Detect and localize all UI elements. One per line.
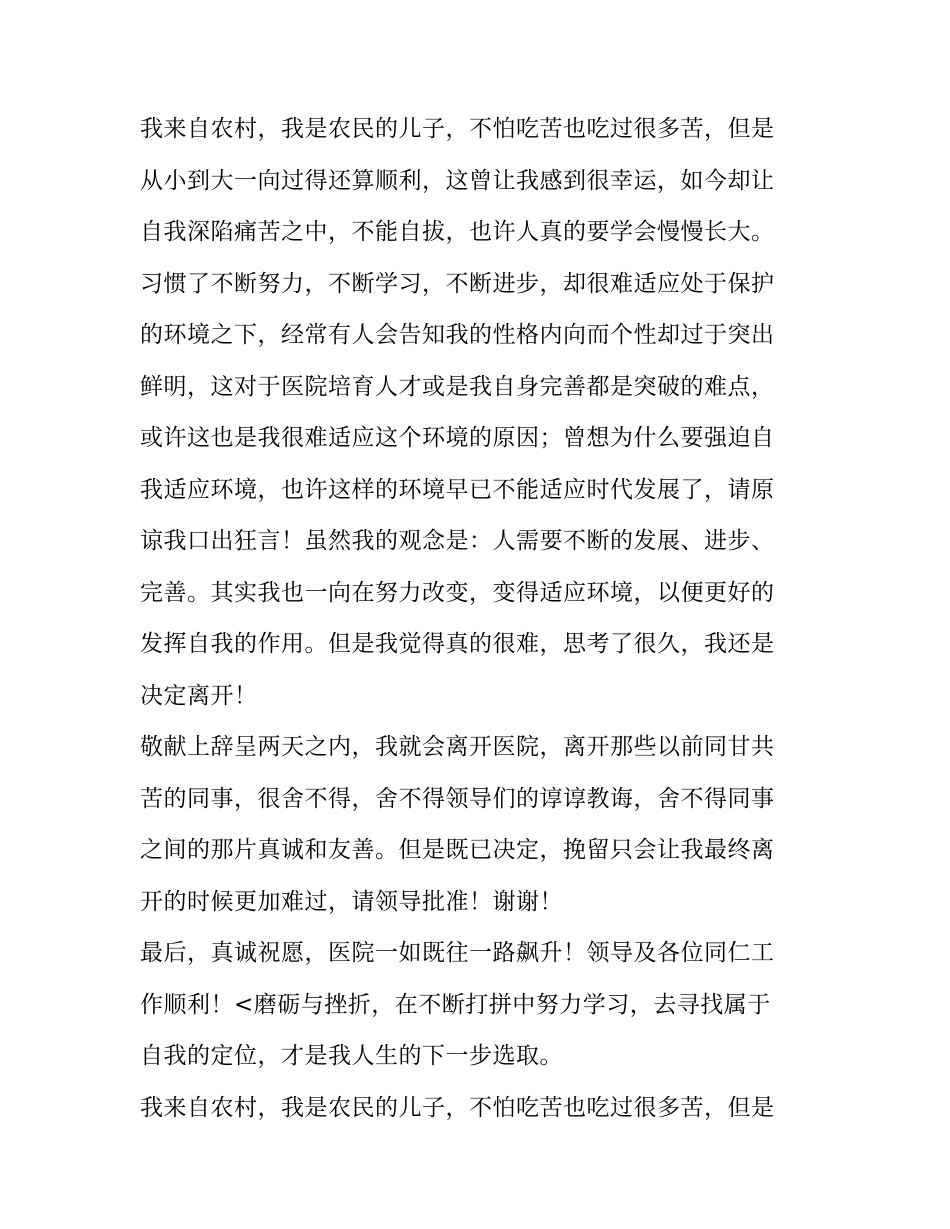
text-line: 自我深陷痛苦之中，不能自拔，也许人真的要学会慢慢长大。 [140,219,775,245]
body-text [140,104,840,1134]
text-line: 我适应环境，也许这样的环境早已不能适应时代发展了，请原 [140,476,775,503]
text-line: 自我的定位，才是我人生的下一步选取。 [140,1043,563,1069]
text-line: 的环境之下，经常有人会告知我的性格内向而个性却过于突出 [140,322,775,348]
text-line: 从小到大一向过得还算顺利，这曾让我感到很幸运，如今却让 [140,167,775,194]
text-line: 最后，真诚祝愿，医院一如既往一路飙升！领导及各位同仁工 [140,940,775,966]
text-line: 之间的那片真诚和友善。但是既已决定，挽留只会让我最终离 [140,837,775,863]
text-line: 鲜明，这对于医院培育人才或是我自身完善都是突破的难点， [140,373,775,400]
text-line: 或许这也是我很难适应这个环境的原因；曾想为什么要强迫自 [140,425,775,451]
text-line: 我来自农村，我是农民的儿子，不怕吃苦也吃过很多苦，但是 [140,1094,775,1121]
text-line: 发挥自我的作用。但是我觉得真的很难，思考了很久，我还是 [140,631,775,657]
text-line: 敬献上辞呈两天之内，我就会离开医院，离开那些以前同甘共 [140,734,775,760]
text-line: 开的时候更加难过，请领导批准！谢谢！ [140,888,563,915]
text-line: 苦的同事，很舍不得，舍不得领导们的谆谆教诲，舍不得同事 [140,785,775,812]
text-line: 谅我口出狂言！虽然我的观念是：人需要不断的发展、进步、 [140,528,775,554]
text-line: 决定离开！ [140,682,258,709]
text-line: 完善。其实我也一向在努力改变，变得适应环境，以便更好的 [140,579,775,606]
text-line: 作顺利！<磨砺与挫折，在不断打拼中努力学习，去寻找属于 [140,991,771,1018]
text-line: 习惯了不断努力，不断学习，不断进步，却很难适应处于保护 [140,270,775,297]
text-line: 我来自农村，我是农民的儿子，不怕吃苦也吃过很多苦，但是 [140,116,775,142]
